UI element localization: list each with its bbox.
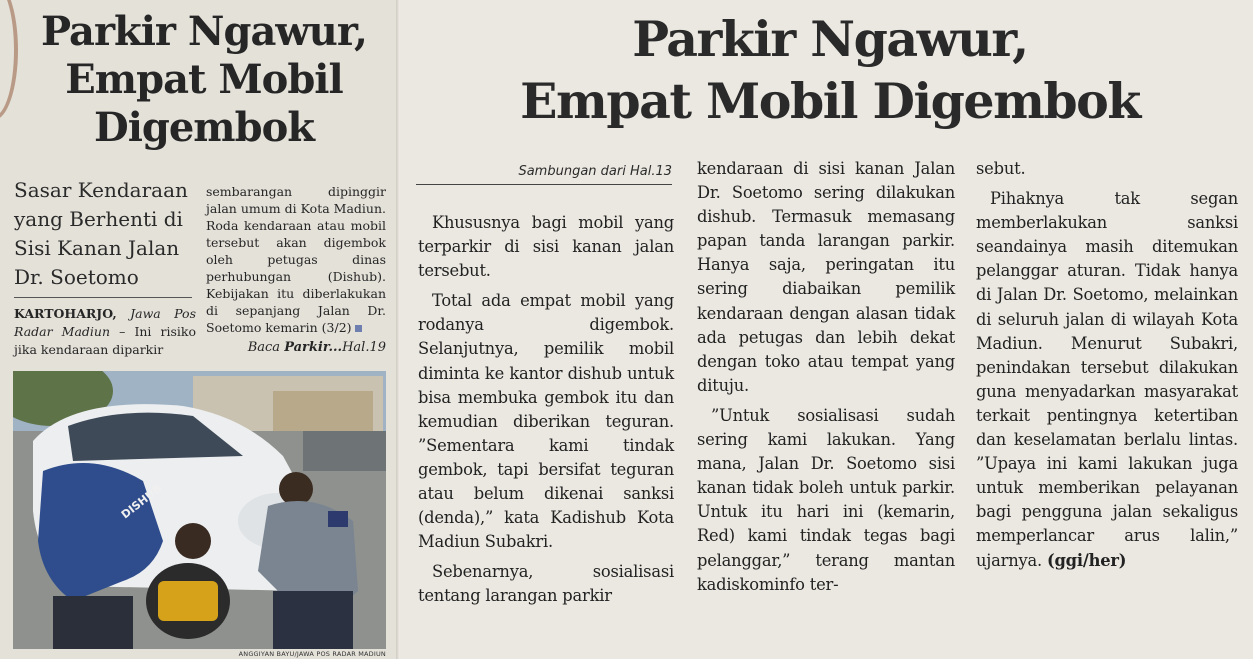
photo-illustration: [13, 371, 386, 649]
paragraph: Total ada empat mobil yang rodanya digembok. Selanjutnya, pemilik mobil diminta ke kantor dishub untuk bisa membuka gembok itu dan kemudian diberikan teguran. ”Sementara kami tindak gembok, tapi bersifat teguran atau belum dikenai sanksi (denda),” kata Kadishub Kota Madiun Subakri.: [418, 291, 674, 552]
parked-motorbikes: [303, 431, 386, 471]
column-text: sembarangan dipinggir jalan umum di Kota Madiun. Roda kendaraan atau mobil tersebut akan digembok oleh petugas dinas perhubungan (Dishub). Kebijakan itu diberlakukan di sepanjang Jalan Dr. Soetomo kemarin (3/2): [206, 184, 386, 335]
officer-legs: [53, 596, 133, 649]
subheadline: Sasar Kendaraan yang Berhenti di Sisi Kanan Jalan Dr. Soetomo: [14, 178, 188, 289]
paragraph: Khususnya bagi mobil yang terparkir di sisi kanan jalan tersebut.: [418, 213, 674, 281]
clipping-seam: [396, 0, 400, 659]
dateline: KARTOHARJO,: [14, 306, 117, 321]
officer-head: [175, 523, 211, 559]
end-mark-icon: [355, 325, 362, 332]
article-column-3: [976, 157, 1238, 579]
jump-keyword: Parkir...: [284, 340, 343, 355]
vest-text: DISHUB: [118, 481, 165, 522]
headline-line: Empat Mobil: [65, 56, 343, 103]
paragraph: ”Untuk sosialisasi sudah sering kami lakukan. Yang mana, Jalan Dr. Soetomo sisi kanan tidak boleh untuk parkir. Untuk itu hari ini (kemarin, Red) kami tindak tegas bagi pelanggar,” terang mantan kadiskominfo ter-: [697, 405, 955, 594]
front-page-headline: [14, 8, 394, 152]
headline-line: Digembok: [94, 104, 314, 151]
officer2-head: [279, 472, 313, 506]
wheel-clamp: [158, 581, 218, 621]
divider: [416, 184, 672, 185]
continuation-headline: [470, 8, 1190, 132]
paragraph: [976, 187, 1238, 573]
paragraph: Sebenarnya, sosialisasi tentang larangan parkir: [418, 562, 674, 606]
headline-line: Parkir Ngawur,: [632, 10, 1028, 68]
article-column-2: [697, 157, 955, 603]
headline-line: Parkir Ngawur,: [41, 8, 367, 55]
officer2-badge: [328, 511, 348, 527]
jump-prefix: Baca: [247, 340, 281, 355]
headline-line: Empat Mobil Digembok: [520, 72, 1140, 130]
divider: [14, 297, 192, 298]
paragraph-text: Pihaknya tak segan memberlakukan sanksi seandainya masih ditemukan pelanggar aturan. Tidak hanya di Jalan Dr. Soetomo, melainkan di seluruh jalan di wilayah Kota Madiun. Menurut Subakri, penindakan tersebut dilakukan guna menyadarkan masyarakat terkait pentingnya ketertiban dan keselamatan berlalu lintas. ”Upaya ini kami lakukan juga untuk memberikan pelayanan bagi pengguna jalan sekaligus memperlancar arus lalin,” ujarnya.: [976, 189, 1238, 570]
source-name: Jawa Pos Radar Madiun: [14, 306, 196, 339]
photo-credit: ANGGIYAN BAYU/JAWA POS RADAR MADIUN: [238, 650, 386, 658]
jump-reference: [206, 340, 386, 355]
paragraph: kendaraan di sisi kanan Jalan Dr. Soetomo sering dilakukan dishub. Termasuk memasang papan tanda larangan parkir. Hanya saja, peringatan itu sering diabaikan pemilik kendaraan dengan alasan tidak ada petugas dan lebih dekat dengan toko atau tempat yang dituju.: [697, 159, 955, 395]
lead-column-2: [206, 183, 386, 336]
officer2-legs: [273, 591, 353, 649]
paragraph: sebut.: [976, 159, 1026, 178]
continued-from-label: Sambungan dari Hal.13: [518, 164, 672, 179]
article-column-1: [418, 211, 674, 615]
building-awning: [273, 391, 373, 431]
byline: (ggi/her): [1046, 550, 1127, 570]
lead-text: – Ini risiko jika kendaraan diparkir: [14, 324, 196, 357]
jump-page: Hal.19: [342, 340, 386, 355]
news-photo: [13, 371, 386, 649]
lead-paragraph: [14, 305, 196, 359]
